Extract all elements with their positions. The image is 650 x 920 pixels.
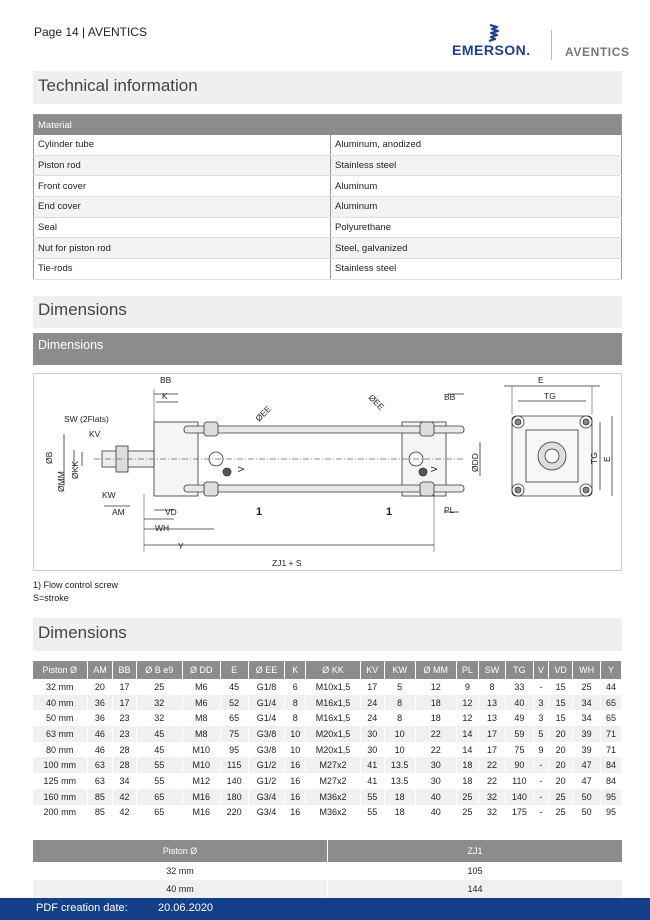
table-cell: M20x1,5: [306, 742, 361, 758]
table-cell: 25: [136, 679, 182, 695]
table-cell: M16x1,5: [306, 710, 361, 726]
table-cell: 50: [573, 805, 601, 821]
table-cell: 47: [573, 773, 601, 789]
table-cell: 140: [505, 789, 533, 805]
label-kv: KV: [89, 429, 101, 439]
table-row: [33, 742, 622, 758]
table-cell: 18: [456, 773, 478, 789]
label-pl: PL: [444, 505, 455, 515]
material-header: Material: [34, 115, 622, 136]
note-stroke: S=stroke: [33, 593, 69, 603]
column-header: VD: [549, 661, 573, 679]
material-part: Tie-rods: [34, 259, 331, 280]
table-cell: 28: [113, 742, 137, 758]
table-cell: 8: [384, 695, 415, 711]
table-cell: M20x1,5: [306, 726, 361, 742]
footer-label: PDF creation date:: [36, 902, 128, 914]
column-header: KW: [384, 661, 415, 679]
table-cell: 20: [549, 773, 573, 789]
table-row: [33, 862, 622, 880]
column-header: AM: [87, 661, 113, 679]
table-cell: -: [533, 679, 548, 695]
material-value: Aluminum: [331, 197, 622, 218]
table-cell: 17: [360, 679, 384, 695]
table-cell: 40 mm: [33, 880, 328, 898]
table-cell: 44: [601, 679, 622, 695]
table-cell: 3: [533, 710, 548, 726]
table-cell: 14: [456, 726, 478, 742]
table-cell: 25: [573, 679, 601, 695]
table-cell: 220: [220, 805, 248, 821]
material-value: Aluminum, anodized: [331, 135, 622, 155]
table-cell: 32: [136, 710, 182, 726]
table-cell: 25: [456, 805, 478, 821]
table-cell: 160 mm: [33, 789, 87, 805]
table-cell: G3/8: [248, 726, 285, 742]
table-cell: 36: [87, 710, 113, 726]
label-mm: ØMM: [56, 471, 66, 492]
table-cell: 84: [601, 773, 622, 789]
table-cell: 47: [573, 757, 601, 773]
column-header: Piston Ø: [33, 661, 87, 679]
label-wh: WH: [155, 523, 170, 533]
table-cell: 95: [601, 789, 622, 805]
table-cell: 17: [478, 742, 505, 758]
table-cell: -: [533, 805, 548, 821]
table-cell: G1/4: [248, 710, 285, 726]
table-cell: 9: [533, 742, 548, 758]
table-cell: 55: [360, 805, 384, 821]
table-cell: 5: [384, 679, 415, 695]
table-cell: 175: [505, 805, 533, 821]
table-cell: 8: [285, 695, 306, 711]
material-table: [33, 114, 622, 280]
table-cell: 15: [549, 695, 573, 711]
table-cell: 65: [136, 789, 182, 805]
table-cell: -: [533, 789, 548, 805]
table-cell: 45: [136, 726, 182, 742]
material-value: Polyurethane: [331, 217, 622, 238]
brand-aventics: AVENTICS: [565, 45, 630, 59]
table-cell: 24: [360, 695, 384, 711]
table-cell: 65: [136, 805, 182, 821]
table-cell: 34: [113, 773, 137, 789]
table-cell: 200 mm: [33, 805, 87, 821]
table-cell: 12: [456, 695, 478, 711]
table-cell: 32: [478, 789, 505, 805]
table-cell: 65: [601, 695, 622, 711]
table-cell: 84: [601, 757, 622, 773]
table-row: [33, 757, 622, 773]
column-header: Ø DD: [182, 661, 220, 679]
column-header: BB: [113, 661, 137, 679]
label-kk: ØKK: [70, 461, 80, 479]
material-part: Nut for piston rod: [34, 238, 331, 259]
table-cell: 17: [113, 679, 137, 695]
material-value: Aluminum: [331, 176, 622, 197]
footer-date: 20.06.2020: [158, 902, 214, 914]
table-row: [34, 176, 622, 197]
label-flow-screw-1: 1: [256, 506, 263, 518]
table-cell: 15: [549, 679, 573, 695]
table-cell: 20: [549, 742, 573, 758]
table-cell: M16x1,5: [306, 695, 361, 711]
table-cell: 45: [220, 679, 248, 695]
table-row: [33, 789, 622, 805]
table-cell: 75: [505, 742, 533, 758]
label-y: Y: [178, 541, 184, 551]
table-cell: 49: [505, 710, 533, 726]
column-header: Ø KK: [306, 661, 361, 679]
table-row: [33, 805, 622, 821]
table-cell: 32 mm: [33, 862, 328, 880]
column-header: ZJ1: [328, 840, 623, 862]
table-cell: 40: [415, 789, 456, 805]
table-cell: 22: [478, 757, 505, 773]
label-sw: SW (2Flats): [64, 414, 109, 424]
table-cell: 80 mm: [33, 742, 87, 758]
table-cell: 18: [456, 757, 478, 773]
section-dimensions-table: Dimensions: [33, 618, 622, 651]
table-cell: 8: [478, 679, 505, 695]
material-part: Seal: [34, 217, 331, 238]
table-cell: M12: [182, 773, 220, 789]
column-header: KV: [360, 661, 384, 679]
table-row: [33, 710, 622, 726]
table-cell: G3/4: [248, 789, 285, 805]
emerson-icon: [486, 24, 502, 42]
label-ee-left: ØEE: [253, 403, 274, 424]
table-cell: M36x2: [306, 805, 361, 821]
label-am: AM: [112, 507, 125, 517]
table-cell: 115: [220, 757, 248, 773]
table-cell: 40: [415, 805, 456, 821]
table-cell: 17: [113, 695, 137, 711]
table-cell: 71: [601, 726, 622, 742]
table-cell: 12: [415, 679, 456, 695]
label-ee-right: ØEE: [366, 392, 387, 413]
label-v-left: V: [236, 466, 246, 472]
table-row: [33, 773, 622, 789]
table-cell: 20: [87, 679, 113, 695]
table-cell: 30: [415, 773, 456, 789]
table-cell: G1/8: [248, 679, 285, 695]
table-cell: 17: [478, 726, 505, 742]
table-cell: 8: [384, 710, 415, 726]
table-cell: 24: [360, 710, 384, 726]
table-cell: M6: [182, 679, 220, 695]
label-flow-screw-2: 1: [386, 506, 393, 518]
table-cell: 23: [113, 726, 137, 742]
table-row: [34, 238, 622, 259]
table-cell: 85: [87, 789, 113, 805]
table-cell: 42: [113, 805, 137, 821]
section-technical-information: Technical information: [33, 71, 622, 104]
column-header: SW: [478, 661, 505, 679]
table-cell: 71: [601, 742, 622, 758]
column-header: TG: [505, 661, 533, 679]
note-flow-control: 1) Flow control screw: [33, 580, 119, 590]
table-cell: 65: [220, 710, 248, 726]
table-cell: 85: [87, 805, 113, 821]
table-cell: 15: [549, 710, 573, 726]
label-dd: ØDD: [470, 453, 480, 472]
column-header: K: [285, 661, 306, 679]
table-cell: 41: [360, 773, 384, 789]
table-cell: 75: [220, 726, 248, 742]
column-header: Ø B e9: [136, 661, 182, 679]
table-cell: 22: [415, 726, 456, 742]
table-cell: 36: [87, 695, 113, 711]
table-cell: 59: [505, 726, 533, 742]
table-cell: 16: [285, 805, 306, 821]
table-cell: 10: [384, 742, 415, 758]
table-cell: G1/2: [248, 773, 285, 789]
table-cell: M10: [182, 757, 220, 773]
table-cell: 100 mm: [33, 757, 87, 773]
column-header: Ø EE: [248, 661, 285, 679]
table-cell: 95: [220, 742, 248, 758]
table-cell: 30: [360, 742, 384, 758]
table-cell: 45: [136, 742, 182, 758]
table-cell: M27x2: [306, 773, 361, 789]
column-header: Ø MM: [415, 661, 456, 679]
label-v-right: V: [429, 466, 439, 472]
table-cell: 32: [136, 695, 182, 711]
table-cell: 140: [220, 773, 248, 789]
table-cell: 90: [505, 757, 533, 773]
table-cell: 63: [87, 757, 113, 773]
column-header: Y: [601, 661, 622, 679]
table-cell: 25: [549, 805, 573, 821]
table-cell: 105: [467, 866, 483, 876]
table-cell: M8: [182, 710, 220, 726]
table-row: [33, 679, 622, 695]
table-cell: 25: [549, 789, 573, 805]
table-cell: 46: [87, 742, 113, 758]
label-e-side: E: [602, 456, 612, 462]
table-cell: -: [533, 773, 548, 789]
table-row: [34, 155, 622, 176]
table-row: [34, 217, 622, 238]
table-cell: G3/8: [248, 742, 285, 758]
dimensions-table: [33, 661, 622, 820]
table-cell: M8: [182, 726, 220, 742]
table-cell: 33: [505, 679, 533, 695]
table-cell: 32 mm: [33, 679, 87, 695]
table-cell: 6: [285, 679, 306, 695]
label-tg-top: TG: [544, 391, 556, 401]
table-cell: 39: [573, 742, 601, 758]
material-value: Stainless steel: [331, 259, 622, 280]
label-zj: ZJ1 + S: [272, 558, 302, 568]
table-cell: 22: [478, 773, 505, 789]
table-cell: M27x2: [306, 757, 361, 773]
table-cell: G1/2: [248, 757, 285, 773]
table-cell: 180: [220, 789, 248, 805]
table-row: [34, 259, 622, 280]
table-cell: 13: [478, 695, 505, 711]
table-cell: 23: [113, 710, 137, 726]
table-cell: 52: [220, 695, 248, 711]
table-cell: 40: [505, 695, 533, 711]
table-cell: M16: [182, 789, 220, 805]
column-header: V: [533, 661, 548, 679]
table-cell: 22: [415, 742, 456, 758]
table-cell: M10x1,5: [306, 679, 361, 695]
table-cell: 10: [384, 726, 415, 742]
column-header: WH: [573, 661, 601, 679]
material-part: Piston rod: [34, 155, 331, 176]
table-cell: M16: [182, 805, 220, 821]
table-cell: 65: [601, 710, 622, 726]
table-cell: G3/4: [248, 805, 285, 821]
label-vd: VD: [165, 507, 177, 517]
table-cell: 50: [573, 789, 601, 805]
label-bb: BB: [160, 375, 172, 385]
table-cell: 8: [285, 710, 306, 726]
table-cell: 125 mm: [33, 773, 87, 789]
section-dimensions: Dimensions: [33, 296, 622, 328]
table-cell: 39: [573, 726, 601, 742]
table-cell: 25: [456, 789, 478, 805]
table-cell: 34: [573, 710, 601, 726]
table-row: [33, 726, 622, 742]
table-cell: 63 mm: [33, 726, 87, 742]
table-cell: 5: [533, 726, 548, 742]
table-cell: M10: [182, 742, 220, 758]
table-cell: 14: [456, 742, 478, 758]
table-cell: -: [533, 757, 548, 773]
table-cell: 3: [533, 695, 548, 711]
column-header: Piston Ø: [33, 840, 328, 862]
material-part: Front cover: [34, 176, 331, 197]
footer-bar: [0, 898, 650, 920]
table-cell: 18: [415, 695, 456, 711]
table-row: [34, 197, 622, 218]
table-cell: 20: [549, 757, 573, 773]
material-part: End cover: [34, 197, 331, 218]
brand-emerson: EMERSON.: [452, 42, 531, 58]
zj-table: [33, 840, 622, 898]
label-b: ØB: [44, 451, 54, 464]
table-cell: 42: [113, 789, 137, 805]
table-cell: 18: [384, 789, 415, 805]
cylinder-drawing: [33, 373, 622, 571]
table-cell: 50 mm: [33, 710, 87, 726]
table-cell: 55: [136, 757, 182, 773]
table-cell: 32: [478, 805, 505, 821]
table-cell: 144: [328, 880, 623, 898]
table-cell: 13: [478, 710, 505, 726]
table-cell: M36x2: [306, 789, 361, 805]
table-cell: 110: [505, 773, 533, 789]
table-cell: 34: [573, 695, 601, 711]
table-cell: 63: [87, 773, 113, 789]
table-cell: 10: [285, 726, 306, 742]
label-k: K: [162, 391, 168, 401]
table-cell: 40 mm: [33, 695, 87, 711]
table-cell: 9: [456, 679, 478, 695]
table-row: [33, 880, 622, 898]
material-value: Steel, galvanized: [331, 238, 622, 259]
table-cell: 46: [87, 726, 113, 742]
table-cell: 55: [136, 773, 182, 789]
table-row: [33, 695, 622, 711]
table-cell: 16: [285, 773, 306, 789]
table-cell: 13.5: [384, 757, 415, 773]
label-tg-side: TG: [589, 452, 599, 464]
table-cell: 55: [360, 789, 384, 805]
table-cell: 41: [360, 757, 384, 773]
table-cell: 20: [549, 726, 573, 742]
label-kw: KW: [102, 490, 116, 500]
table-cell: 16: [285, 757, 306, 773]
table-cell: 28: [113, 757, 137, 773]
table-cell: G1/4: [248, 695, 285, 711]
table-cell: 18: [415, 710, 456, 726]
material-value: Stainless steel: [331, 155, 622, 176]
table-cell: 18: [384, 805, 415, 821]
table-cell: M6: [182, 695, 220, 711]
table-cell: 95: [601, 805, 622, 821]
table-cell: 13.5: [384, 773, 415, 789]
label-e-top: E: [538, 375, 544, 385]
page-number: Page 14 | AVENTICS: [34, 25, 147, 39]
table-cell: 30: [415, 757, 456, 773]
material-part: Cylinder tube: [34, 135, 331, 155]
label-bb-right: BB: [444, 392, 456, 402]
subsection-dimensions: Dimensions: [33, 333, 622, 365]
table-cell: 10: [285, 742, 306, 758]
table-row: [34, 135, 622, 155]
brand-logo: [452, 24, 642, 64]
table-cell: 12: [456, 710, 478, 726]
table-cell: 30: [360, 726, 384, 742]
table-cell: 16: [285, 789, 306, 805]
logo-divider: [551, 30, 552, 60]
column-header: PL: [456, 661, 478, 679]
column-header: E: [220, 661, 248, 679]
